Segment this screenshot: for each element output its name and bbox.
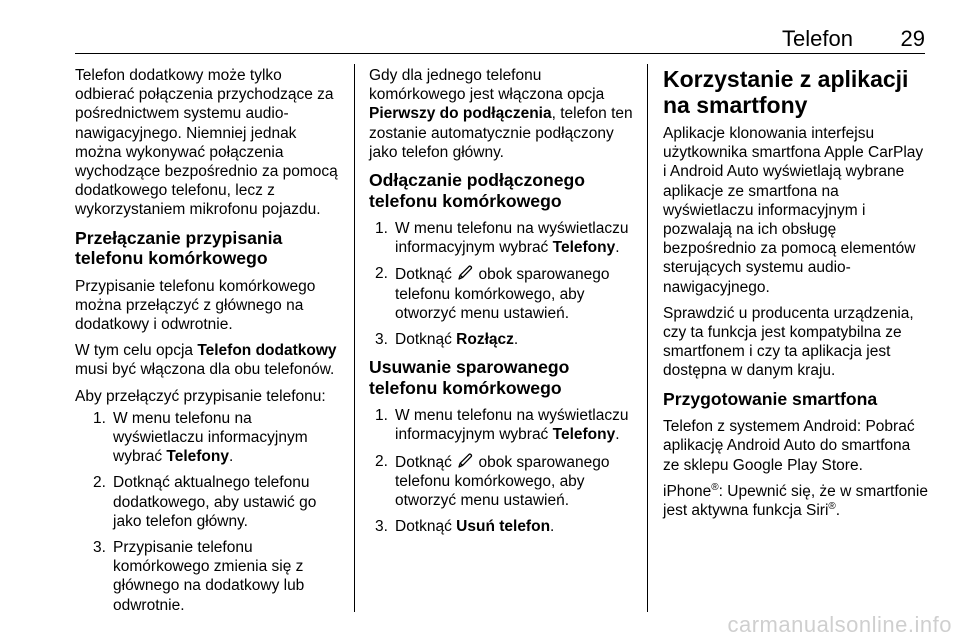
paragraph: iPhone®: Upewnić się, że w smartfonie jest aktywna funkcja Siri®. [663,481,928,519]
list-item: 1. W menu telefonu na wyświetlaczu informacyjnym wybrać Telefony. [375,220,629,257]
list-item: 3. Dotknąć Rozłącz. [375,331,519,349]
step-list [369,406,635,536]
paragraph: Aby przełączyć przypisanie telefonu: [75,387,326,405]
option-name: Pierwszy do podłączenia [369,105,552,123]
column-1 [75,66,345,622]
paragraph: Telefon z systemem Android: Pobrać aplikację Android Auto do smartfona ze sklepu Google Play Store. [663,418,915,474]
section-heading: Przygotowanie smartfona [663,388,878,409]
column-2 [369,66,635,543]
section-heading: Przełączanie przypisania telefonu komórkowego [75,227,283,269]
paragraph: Gdy dla jednego telefonu komórkowego jest włączona opcja Pierwszy do podłączenia, telefon ten zostanie automatycznie podłączony jako telefon główny. [369,67,633,161]
list-item: 2. Dotknąć obok sparowanego telefonu komórkowego, aby otworzyć menu ustawień. [375,265,610,322]
watermark: carmanualsonline.info [727,612,952,637]
list-item: 1. W menu telefonu na wyświetlaczu informacyjnym wybrać Telefony. [93,409,308,466]
step-list [369,219,635,349]
paragraph: Sprawdzić u producenta urządzenia, czy ta funkcja jest kompatybilna ze smartfonem i czy ta aplikacja jest dostępna w danym kraju. [663,304,914,380]
list-item: 3. Dotknąć Usuń telefon. [375,518,555,536]
option-name: Telefon dodatkowy [197,342,337,360]
list-item: 1. W menu telefonu na wyświetlaczu informacyjnym wybrać Telefony. [375,407,629,444]
column-3 [663,66,930,527]
paragraph: Aplikacje klonowania interfejsu użytkownika smartfona Apple CarPlay i Android Auto wyświetlają wybrane aplikacje ze smartfona na wyświetlaczu informacyjnym i pozwalają na ich obsługę bezpośrednio za pomocą elementów sterujących systemu audio-nawigacyjnego. [663,125,924,296]
header-rule [75,53,925,54]
section-heading: Usuwanie sparowanego telefonu komórkowego [369,357,570,398]
list-item: 3. Przypisanie telefonu komórkowego zmienia się z głównego na dodatkowy lub odwrotnie. [93,539,305,614]
page-title: Telefon [782,26,853,51]
pencil-icon [456,264,474,282]
page-number: 29 [900,26,925,51]
column-divider-2 [647,64,648,612]
paragraph: W tym celu opcja Telefon dodatkowy musi być włączona dla obu telefonów. [75,342,337,379]
step-list [87,409,345,615]
column-divider-1 [354,64,355,612]
page-header [75,28,925,50]
section-heading: Odłączanie podłączonego telefonu komórkowego [369,170,586,211]
chapter-heading: Korzystanie z aplikacji na smartfony [663,66,909,118]
paragraph: Telefon dodatkowy może tylko odbierać połączenia przychodzące za pośrednictwem systemu audio-nawigacyjnego. Niemniej jednak można wykonywać połączenia wychodzące bezpośrednio za pomocą dodatkowego telefonu, lecz z wykorzystaniem mikrofonu pojazdu. [75,67,338,219]
paragraph: Przypisanie telefonu komórkowego można przełączyć z głównego na dodatkowy i odwrotnie. [75,277,316,334]
list-item: 2. Dotknąć aktualnego telefonu dodatkowego, aby ustawić go jako telefon główny. [93,474,317,530]
pencil-icon [456,452,474,470]
list-item: 2. Dotknąć obok sparowanego telefonu komórkowego, aby otworzyć menu ustawień. [375,452,610,510]
